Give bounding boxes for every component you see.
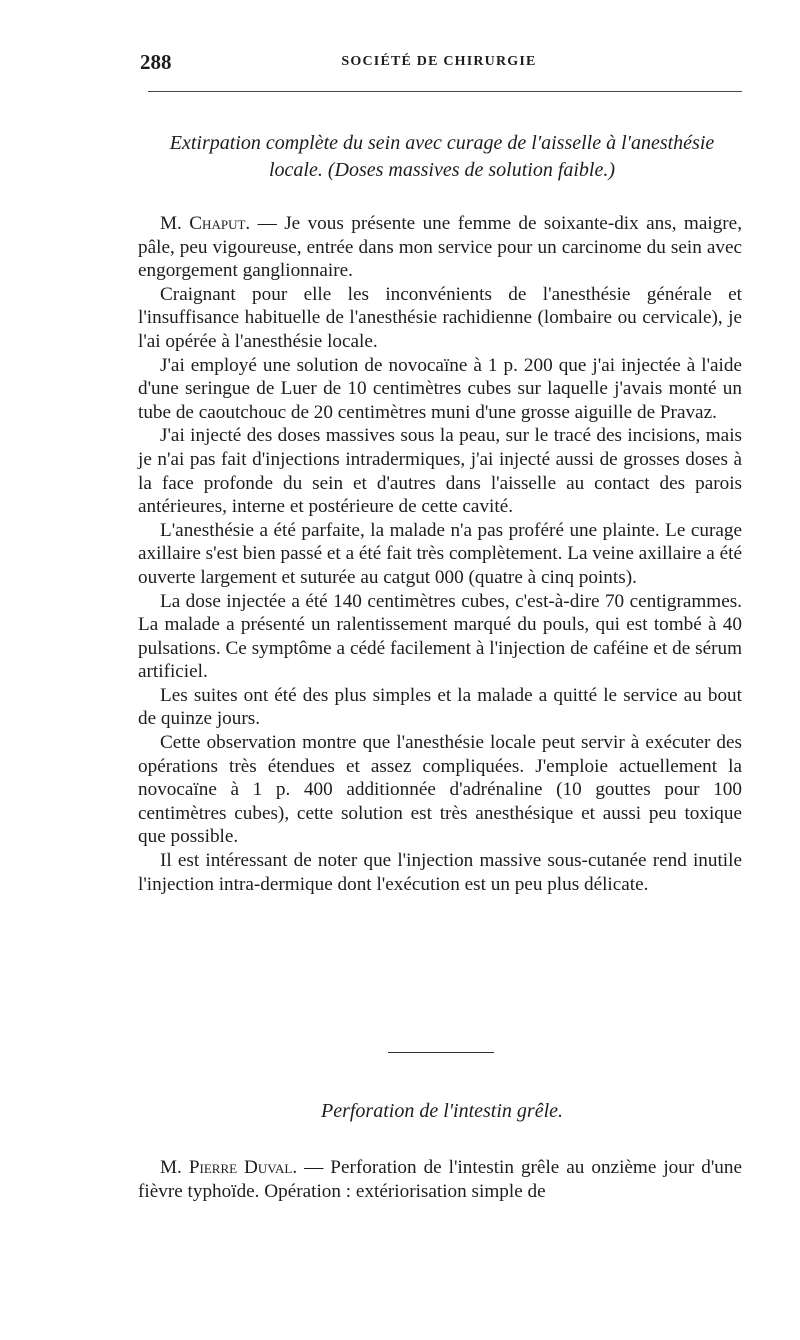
paragraph: Craignant pour elle les inconvénients de l'anesthésie générale et l'insuffisance habituelle de l'anesthésie rachidienne (lombaire ou cervicale), je l'ai opérée à l'anesthésie locale. [138, 283, 742, 352]
author-name: M. Chaput. [160, 213, 251, 234]
paragraph: Les suites ont été des plus simples et la malade a quitté le service au bout de quinze jours. [138, 684, 742, 730]
article-body [138, 212, 742, 896]
running-head: SOCIÉTÉ DE CHIRURGIE [341, 54, 537, 69]
paragraph: Cette observation montre que l'anesthésie locale peut servir à exécuter des opérations très étendues et assez compliquées. J'emploie actuellement la novocaïne à 1 p. 400 additionnée d'adrénaline (10 gouttes pour 100 centimètres cubes), cette solution est très anesthésique et aussi peu toxique que possible. [138, 732, 742, 848]
page-header [138, 50, 740, 78]
paragraph [138, 212, 742, 283]
page-number: 288 [140, 50, 172, 74]
article-title [136, 130, 748, 184]
paragraph [138, 1156, 742, 1203]
article-title-2: Perforation de l'intestin grêle. [320, 1100, 564, 1122]
paragraph: J'ai employé une solution de novocaïne à 1 p. 200 que j'ai injectée à l'aide d'une seringue de Luer de 10 centimètres cubes sur laquelle j'avais monté un tube de caoutchouc de 20 centimètres muni d'une grosse aiguille de Pravaz. [138, 354, 742, 423]
article-title-line-2: locale. (Doses massives de solution faible.) [268, 159, 616, 181]
paragraph: Il est intéressant de noter que l'injection massive sous-cutanée rend inutile l'injection intra-dermique dont l'exécution est un peu plus délicate. [138, 850, 742, 895]
paragraph-text: — Perforation de l'intestin grêle au onzième jour d'une fièvre typhoïde. Opération : extériorisation simple de [138, 1157, 742, 1202]
paragraph: L'anesthésie a été parfaite, la malade n'a pas proféré une plainte. Le curage axillaire s'est bien passé et a été fait très complètement. La veine axillaire a été ouverte largement et suturée au catgut 000 (quatre à cinq points). [138, 519, 742, 588]
paragraph: La dose injectée a été 140 centimètres cubes, c'est-à-dire 70 centigrammes. La malade a présenté un ralentissement marqué du pouls, qui est tombé à 40 pulsations. Ce symptôme a cédé facilement à l'injection de caféine et de sérum artificiel. [138, 590, 742, 683]
article-title-line-1: Extirpation complète du sein avec curage de l'aisselle à l'anesthésie [169, 132, 715, 154]
author-name: M. Pierre Duval. [160, 1157, 298, 1178]
paragraph: J'ai injecté des doses massives sous la peau, sur le tracé des incisions, mais je n'ai pas fait d'injections intradermiques, j'ai injecté aussi de grosses doses à la face profonde du sein et d'autres dans l'aisselle au contact des parois antérieures, interne et postérieure de cette cavité. [138, 425, 742, 518]
paragraph-text: — Je vous présente une femme de soixante-dix ans, maigre, pâle, peu vigoureuse, entrée dans mon service pour un carcinome du sein avec engorgement ganglionnaire. [138, 213, 742, 282]
article-body-2 [138, 1156, 742, 1203]
header-rule [148, 91, 742, 92]
section-divider [388, 1052, 494, 1053]
